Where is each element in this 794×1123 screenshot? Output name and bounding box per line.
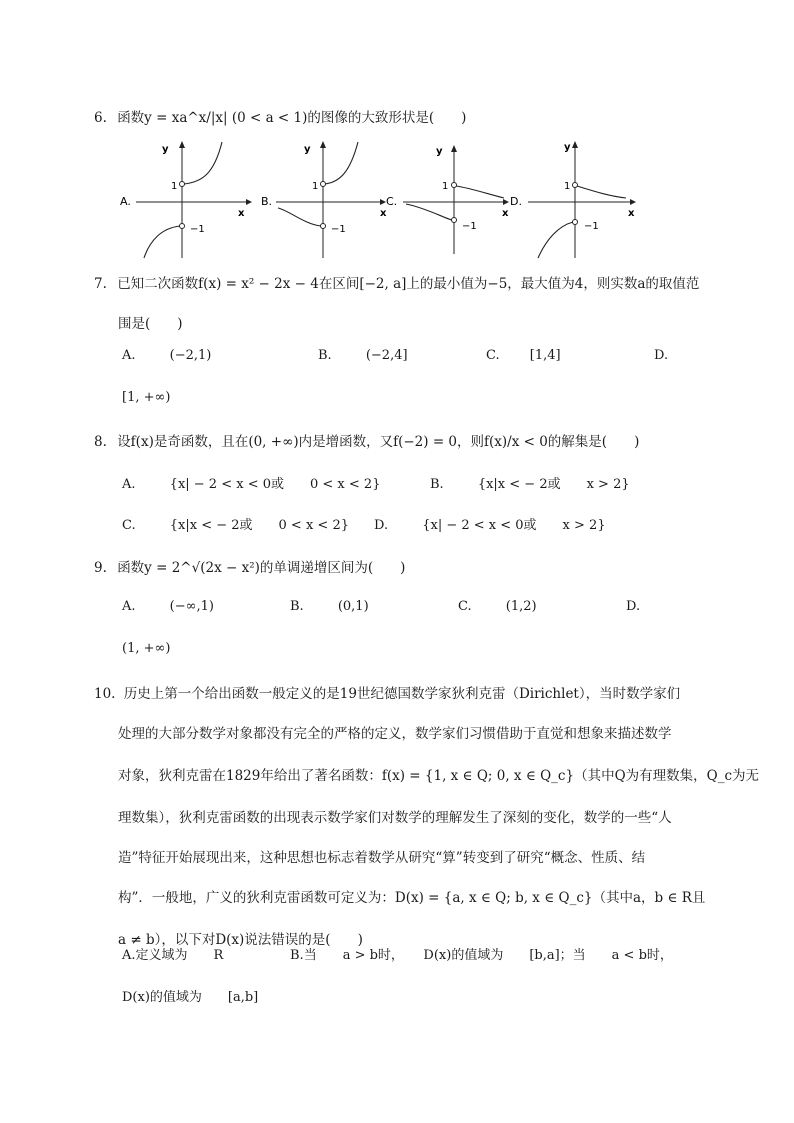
q7-option-a-label: A.: [122, 348, 136, 363]
q8-option-a[interactable]: [122, 473, 380, 492]
q9-option-d-value: (1, +∞): [122, 641, 171, 656]
q6-graph-c-tick1: 1: [442, 181, 449, 192]
q10-text-line5: 造”特征开始展现出来，这种思想也标志着数学从研究“算”转变到了研究“概念、性质、结: [118, 850, 646, 866]
q10-stem-line1: [94, 682, 680, 702]
q6-graph-b-xlabel: x: [380, 208, 387, 219]
q6-graph-b-ylabel: y: [304, 144, 311, 155]
q6-stem: [94, 106, 466, 126]
q9-option-a-value: (−∞,1): [169, 599, 214, 614]
q6-text: 函数y = xa^x/|x| (0 < a < 1)的图像的大致形状是( ): [117, 110, 467, 126]
q6-graph-a-label: A.: [120, 195, 131, 208]
q10-option-b-continued: D(x)的值域为 [a,b]: [122, 990, 259, 1005]
q6-graph-b-tick1: 1: [312, 181, 319, 192]
q6-graph-d-tickm1: −1: [584, 221, 599, 232]
q6-graph-c-tickm1: −1: [462, 221, 477, 232]
q6-graph-c-xlabel: x: [502, 208, 509, 219]
q8-option-c[interactable]: [122, 514, 349, 533]
q6-graph-b-tickm1: −1: [331, 224, 346, 235]
q10-option-a-label: A.: [122, 948, 136, 963]
q6-graph-d-tick1: 1: [564, 181, 571, 192]
q8-option-a-label: A.: [122, 477, 136, 492]
q6-graph-b[interactable]: [261, 141, 387, 258]
q8-option-b-label: B.: [430, 477, 444, 492]
q7-option-d-label[interactable]: D.: [654, 348, 669, 363]
q8-text: 设f(x)是奇函数，且在(0, +∞)内是增函数，又f(−2) = 0，则f(x)/x < 0的解集是( ): [117, 434, 640, 450]
q7-option-c[interactable]: [486, 348, 561, 363]
q8-option-d-label: D.: [374, 518, 389, 533]
q7-option-d-value: [1, +∞): [122, 390, 171, 405]
q9-stem: [94, 556, 405, 576]
q10-text-line4: 理数集），狄利克雷函数的出现表示数学家们对数学的理解发生了深刻的变化，数学的一些“人: [118, 810, 672, 826]
q8-option-d[interactable]: [374, 514, 606, 533]
q8-option-a-value: {x| − 2 < x < 0或 0 < x < 2}: [169, 477, 381, 492]
q7-option-c-value: [1,4]: [529, 348, 561, 363]
q6-graph-d-xlabel: x: [628, 208, 635, 219]
q9-option-c-value: (1,2): [505, 599, 537, 614]
q7-option-a[interactable]: [122, 348, 211, 363]
q7-option-a-value: (−2,1): [169, 348, 212, 363]
q10-text-line6: 构”．一般地，广义的狄利克雷函数可定义为：D(x) = {a, x ∈ Q; b, x ∈ Q_c}（其中a，b ∈ R且: [118, 890, 706, 906]
q8-option-c-label: C.: [122, 518, 136, 533]
q10-option-b-value: 当 a > b时， D(x)的值域为 [b,a]；当 a < b时，: [303, 948, 673, 963]
q6-graph-d-ylabel: y: [564, 142, 571, 153]
q10-text-line1: 历史上第一个给出函数一般定义的是19世纪德国数学家狄利克雷（Dirichlet），当时数学家们: [123, 686, 681, 702]
q6-graph-a[interactable]: [120, 141, 252, 258]
q10-option-a[interactable]: [122, 944, 223, 963]
q7-number: 7.: [94, 276, 107, 292]
q9-option-c[interactable]: [458, 599, 537, 614]
q10-text-line7: a ≠ b），以下对D(x)说法错误的是( ): [118, 932, 363, 948]
q9-text: 函数y = 2^√(2x − x²)的单调递增区间为( ): [117, 560, 406, 576]
q7-stem-line1: [94, 272, 699, 292]
q9-number: 9.: [94, 560, 107, 576]
q7-option-b-label: B.: [318, 348, 332, 363]
q6-graph-d[interactable]: [510, 141, 636, 258]
q9-option-b-label: B.: [290, 599, 304, 614]
q10-number: 10.: [94, 686, 116, 702]
q6-graph-a-ylabel: y: [162, 144, 169, 155]
q9-option-a[interactable]: [122, 599, 214, 614]
q6-graph-options: [118, 136, 648, 262]
q9-option-d-label[interactable]: D.: [626, 599, 641, 614]
q9-option-a-label: A.: [122, 599, 136, 614]
q8-option-c-value: {x|x < − 2或 0 < x < 2}: [169, 518, 349, 533]
q7-option-b[interactable]: [318, 348, 408, 363]
q6-graph-a-tickm1: −1: [190, 224, 205, 235]
q6-graph-d-label: D.: [510, 195, 522, 208]
q6-graph-a-tick1: 1: [171, 181, 178, 192]
q9-option-b[interactable]: [290, 599, 369, 614]
q6-graph-c[interactable]: [386, 145, 509, 254]
q8-number: 8.: [94, 434, 107, 450]
q8-option-d-value: {x| − 2 < x < 0或 x > 2}: [422, 518, 606, 533]
q7-option-c-label: C.: [486, 348, 500, 363]
q7-stem-line2: 围是( ): [118, 316, 183, 332]
q10-text-line3: 对象，狄利克雷在1829年给出了著名函数：f(x) = {1, x ∈ Q; 0, x ∈ Q_c}（其中Q为有理数集，Q_c为无: [118, 768, 760, 784]
q10-option-a-value: 定义域为 R: [135, 948, 224, 963]
q10-option-b[interactable]: [290, 944, 673, 963]
q10-text-line2: 处理的大部分数学对象都没有完全的严格的定义，数学家们习惯借助于直觉和想象来描述数学: [118, 726, 672, 742]
q9-option-c-label: C.: [458, 599, 472, 614]
q8-option-b[interactable]: [430, 473, 630, 492]
q9-option-b-value: (0,1): [337, 599, 369, 614]
q6-graph-c-label: C.: [386, 195, 398, 208]
q6-number: 6.: [94, 110, 107, 126]
q7-text-line1: 已知二次函数f(x) = x² − 2x − 4在区间[−2, a]上的最小值为−5，最大值为4，则实数a的取值范: [117, 276, 700, 292]
q6-graph-a-xlabel: x: [238, 208, 245, 219]
q7-option-b-value: (−2,4]: [365, 348, 408, 363]
q6-graph-c-ylabel: y: [436, 146, 443, 157]
q8-stem: [94, 430, 639, 450]
q8-option-b-value: {x|x < − 2或 x > 2}: [477, 477, 630, 492]
q10-option-b-label: B.: [290, 948, 304, 963]
q6-graph-b-label: B.: [261, 195, 273, 208]
